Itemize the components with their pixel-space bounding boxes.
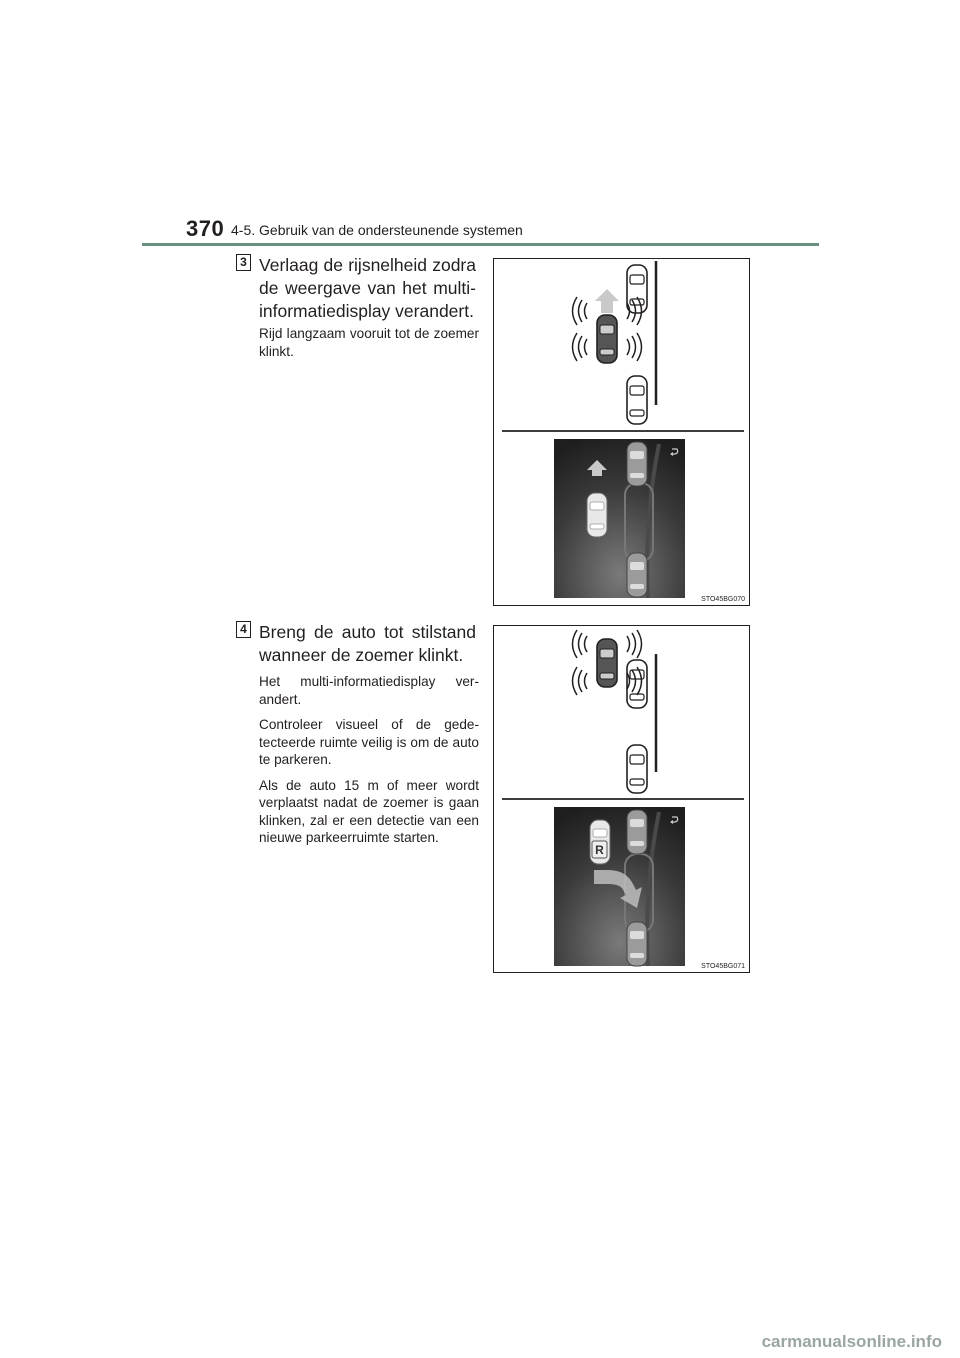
parked-car-icon bbox=[627, 922, 647, 966]
figure-code: STO45BG071 bbox=[701, 963, 745, 970]
watermark: carmanualsonline.info bbox=[761, 1332, 942, 1351]
sensor-wave-icon bbox=[573, 630, 588, 658]
step-3-paragraph: Rijd langzaam vooruit tot de zoemer klinkt. bbox=[259, 326, 479, 359]
step-4-badge: 4 bbox=[236, 621, 251, 638]
parked-car-icon bbox=[627, 810, 647, 854]
figure-step-3 bbox=[493, 258, 750, 606]
step-3-badge: 3 bbox=[236, 254, 251, 271]
parking-diagram-2 bbox=[494, 626, 749, 972]
parked-car-icon bbox=[627, 745, 647, 793]
page-number: 370 bbox=[186, 216, 225, 241]
figure-code: STO45BG070 bbox=[701, 596, 745, 603]
parked-car-icon bbox=[627, 442, 647, 486]
header-rule bbox=[142, 243, 819, 246]
section-title: 4-5. Gebruik van de ondersteunende systemen bbox=[231, 222, 523, 238]
reverse-letter: R bbox=[595, 843, 604, 857]
sensor-wave-icon bbox=[627, 630, 642, 658]
step-4-body bbox=[259, 673, 479, 855]
forward-arrow-icon bbox=[595, 289, 619, 313]
parked-car-icon bbox=[627, 265, 647, 313]
step-3-heading: Verlaag de rijsnelheid zodra de weergave van het multi-informatiedisplay verandert. bbox=[259, 255, 476, 321]
parked-car-icon bbox=[627, 376, 647, 424]
sensor-wave-icon bbox=[573, 667, 588, 695]
parking-diagram-1 bbox=[494, 259, 749, 605]
step-4-heading: Breng de auto tot stilstand wanneer de zoemer klinkt. bbox=[259, 622, 476, 665]
figure-step-4 bbox=[493, 625, 750, 973]
own-car-icon bbox=[587, 493, 607, 537]
sensor-wave-icon bbox=[573, 333, 588, 361]
step-4-paragraph: Controleer visueel of de gede-tecteerde ruimte veilig is om de auto te parkeren. bbox=[259, 717, 479, 767]
step-4-paragraph: Als de auto 15 m of meer wordt verplaatst nadat de zoemer is gaan klinken, zal er een detectie van een nieuwe parkeerruimte starten. bbox=[259, 777, 479, 845]
own-car-icon bbox=[597, 639, 617, 687]
sensor-wave-icon bbox=[573, 297, 588, 325]
sensor-wave-icon bbox=[627, 333, 642, 361]
own-car-icon bbox=[597, 315, 617, 363]
step-3-body bbox=[259, 325, 479, 368]
step-4-paragraph: Het multi-informatiedisplay ver-andert. bbox=[259, 674, 479, 707]
parked-car-icon bbox=[627, 553, 647, 597]
multi-information-display bbox=[554, 807, 685, 966]
multi-information-display bbox=[554, 439, 685, 598]
